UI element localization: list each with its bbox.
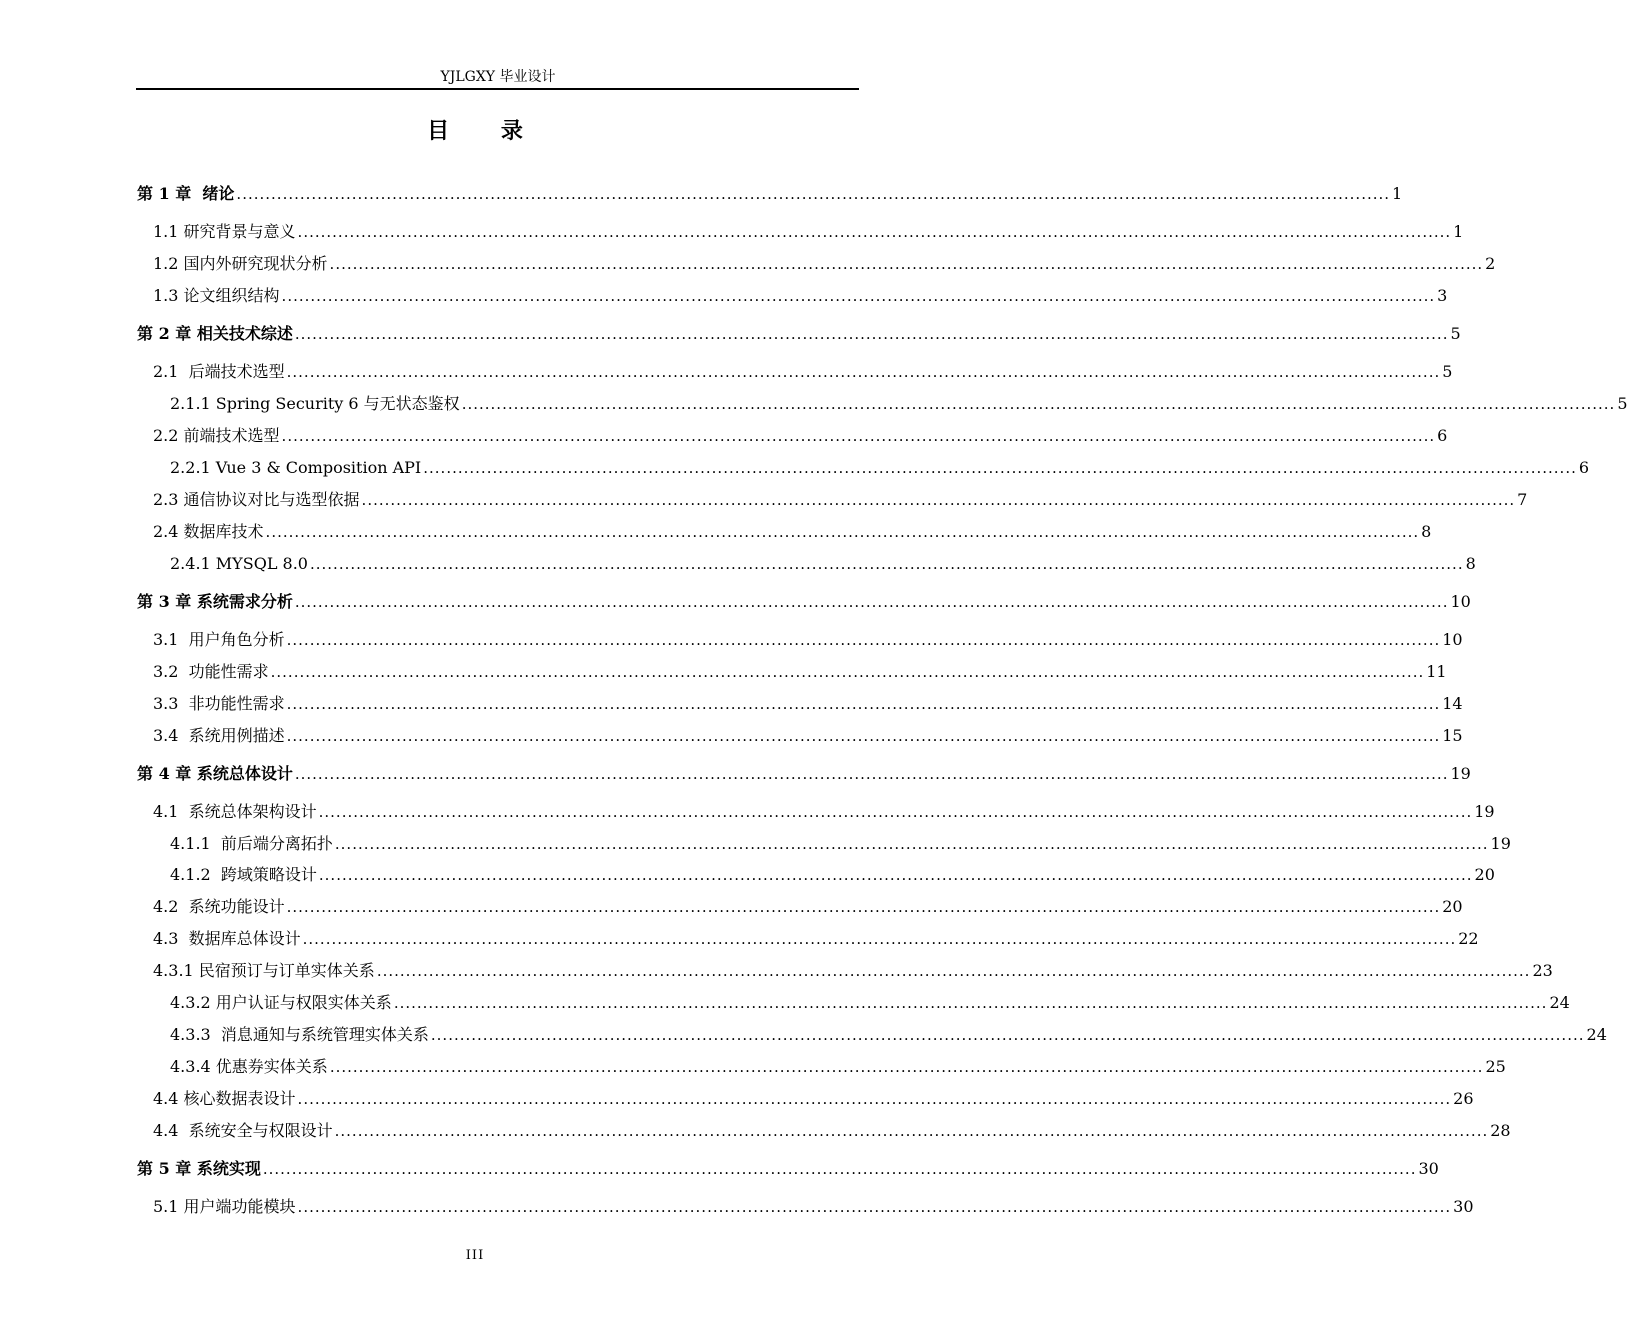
toc-entry-label: 3.3 非功能性需求 xyxy=(153,694,285,713)
toc-entry-label: 4.3 数据库总体设计 xyxy=(153,929,301,948)
toc-entry-page-number: 24 xyxy=(1549,993,1570,1012)
toc-entry-label: 2.3 通信协议对比与选型依据 xyxy=(153,490,360,509)
toc-entry[interactable] xyxy=(0,358,1453,382)
toc-entry-label: 2.1.1 Spring Security 6 与无状态鉴权 xyxy=(170,394,460,413)
toc-entry-label: 3.4 系统用例描述 xyxy=(153,726,285,745)
toc-entry[interactable] xyxy=(0,588,1471,612)
toc-entry-page-number: 20 xyxy=(1474,865,1495,884)
toc-entry[interactable] xyxy=(0,722,1463,746)
toc-entry[interactable] xyxy=(0,798,1495,822)
toc-entry-page-number: 15 xyxy=(1442,726,1463,745)
toc-entry-label: 2.2.1 Vue 3 & Composition API xyxy=(170,458,422,477)
dot-leader: ........................................................................................................................................................................................................ xyxy=(430,1026,1585,1044)
toc-entry[interactable] xyxy=(0,1053,1506,1077)
toc-title: 目 录 xyxy=(427,118,545,144)
dot-leader: ........................................................................................................................................................................................................ xyxy=(334,1122,1489,1140)
toc-entry[interactable] xyxy=(0,893,1463,917)
dot-leader: ........................................................................................................................................................................................................ xyxy=(262,1160,1417,1178)
toc-entry-label: 第 3 章 系统需求分析 xyxy=(137,592,293,611)
toc-entry-page-number: 19 xyxy=(1474,802,1495,821)
toc-entry[interactable] xyxy=(0,1193,1474,1217)
toc-entry[interactable] xyxy=(0,690,1463,714)
toc-entry-page-number: 25 xyxy=(1485,1057,1506,1076)
dot-leader: ........................................................................................................................................................................................................ xyxy=(297,1090,1452,1108)
toc-entry-label: 4.1.2 跨域策略设计 xyxy=(170,865,317,884)
dot-leader: ........................................................................................................................................................................................................ xyxy=(236,185,1391,203)
toc-entry-page-number: 19 xyxy=(1490,834,1511,853)
dot-leader: ........................................................................................................................................................................................................ xyxy=(309,555,1464,573)
toc-entry-page-number: 8 xyxy=(1465,554,1476,573)
toc-entry[interactable] xyxy=(0,250,1496,274)
toc-entry-page-number: 28 xyxy=(1490,1121,1511,1140)
toc-entry-page-number: 6 xyxy=(1578,458,1590,477)
toc-entry-page-number: 8 xyxy=(1421,522,1432,541)
toc-entry[interactable] xyxy=(0,454,1590,478)
dot-leader: ........................................................................................................................................................................................................ xyxy=(461,395,1616,413)
toc-entry-label: 4.2 系统功能设计 xyxy=(153,897,285,916)
toc-entry-label: 4.3.1 民宿预订与订单实体关系 xyxy=(153,961,375,980)
toc-entry-page-number: 22 xyxy=(1458,929,1479,948)
toc-entry-label: 2.4 数据库技术 xyxy=(153,522,264,541)
page-header: YJLGXY 毕业设计 xyxy=(440,69,556,85)
toc-entry-label: 4.4 核心数据表设计 xyxy=(153,1089,296,1108)
toc-entry-label: 4.3.4 优惠券实体关系 xyxy=(170,1057,328,1076)
toc-entry-page-number: 1 xyxy=(1392,184,1403,203)
toc-entry-label: 4.3.2 用户认证与权限实体关系 xyxy=(170,993,392,1012)
toc-entry-page-number: 26 xyxy=(1453,1089,1474,1108)
toc-entry[interactable] xyxy=(0,1085,1474,1109)
dot-leader: ........................................................................................................................................................................................................ xyxy=(329,255,1484,273)
toc-entry[interactable] xyxy=(0,550,1476,574)
toc-entry-page-number: 23 xyxy=(1532,961,1553,980)
toc-entry-page-number: 10 xyxy=(1442,630,1463,649)
toc-entry-label: 4.3.3 消息通知与系统管理实体关系 xyxy=(170,1025,429,1044)
toc-entry-label: 1.1 研究背景与意义 xyxy=(153,222,296,241)
toc-entry[interactable] xyxy=(0,320,1461,344)
toc-entry[interactable] xyxy=(0,390,1628,414)
dot-leader: ........................................................................................................................................................................................................ xyxy=(318,866,1473,884)
toc-entry[interactable] xyxy=(0,925,1479,949)
dot-leader: ........................................................................................................................................................................................................ xyxy=(286,363,1441,381)
toc-entry-page-number: 24 xyxy=(1586,1025,1607,1044)
dot-leader: ........................................................................................................................................................................................................ xyxy=(281,427,1436,445)
dot-leader: ........................................................................................................................................................................................................ xyxy=(270,663,1425,681)
toc-entry-page-number: 30 xyxy=(1453,1197,1474,1216)
dot-leader: ........................................................................................................................................................................................................ xyxy=(286,631,1441,649)
toc-entry-label: 2.1 后端技术选型 xyxy=(153,362,285,381)
toc-entry-page-number: 1 xyxy=(1453,222,1464,241)
toc-entry-page-number: 5 xyxy=(1442,362,1453,381)
dot-leader: ........................................................................................................................................................................................................ xyxy=(318,803,1473,821)
toc-entry-label: 1.3 论文组织结构 xyxy=(153,286,280,305)
toc-entry[interactable] xyxy=(0,1117,1511,1141)
toc-entry-page-number: 30 xyxy=(1418,1159,1439,1178)
dot-leader: ........................................................................................................................................................................................................ xyxy=(423,459,1577,477)
page-number: III xyxy=(465,1248,485,1263)
dot-leader: ........................................................................................................................................................................................................ xyxy=(329,1058,1484,1076)
toc-entry-label: 3.2 功能性需求 xyxy=(153,662,269,681)
toc-entry-label: 第 4 章 系统总体设计 xyxy=(137,764,293,783)
toc-entry-label: 3.1 用户角色分析 xyxy=(153,630,285,649)
toc-entry-page-number: 2 xyxy=(1485,254,1496,273)
dot-leader: ........................................................................................................................................................................................................ xyxy=(281,287,1436,305)
toc-entry[interactable] xyxy=(0,626,1463,650)
toc-entry-page-number: 19 xyxy=(1450,764,1471,783)
toc-entry[interactable] xyxy=(0,282,1448,306)
toc-entry-page-number: 11 xyxy=(1426,662,1447,681)
toc-entry-page-number: 7 xyxy=(1517,490,1528,509)
toc-entry-page-number: 5 xyxy=(1450,324,1461,343)
dot-leader: ........................................................................................................................................................................................................ xyxy=(286,695,1441,713)
toc-entry[interactable] xyxy=(0,760,1471,784)
header-rule xyxy=(136,88,859,90)
toc-entry-page-number: 10 xyxy=(1450,592,1471,611)
toc-entry-label: 4.1 系统总体架构设计 xyxy=(153,802,317,821)
toc-entry[interactable] xyxy=(0,486,1528,510)
toc-entry-label: 4.4 系统安全与权限设计 xyxy=(153,1121,333,1140)
toc-entry-label: 5.1 用户端功能模块 xyxy=(153,1197,296,1216)
dot-leader: ........................................................................................................................................................................................................ xyxy=(334,835,1489,853)
dot-leader: ........................................................................................................................................................................................................ xyxy=(361,491,1516,509)
dot-leader: ........................................................................................................................................................................................................ xyxy=(297,1198,1452,1216)
toc-entry-label: 4.1.1 前后端分离拓扑 xyxy=(170,834,333,853)
toc-entry[interactable] xyxy=(0,180,1403,204)
toc-entry[interactable] xyxy=(0,518,1432,542)
toc-entry-label: 第 1 章 绪论 xyxy=(137,184,235,203)
dot-leader: ........................................................................................................................................................................................................ xyxy=(294,765,1449,783)
dot-leader: ........................................................................................................................................................................................................ xyxy=(265,523,1420,541)
toc-entry[interactable] xyxy=(0,218,1464,242)
toc-entry-page-number: 3 xyxy=(1437,286,1448,305)
toc-entry[interactable] xyxy=(0,989,1570,1013)
dot-leader: ........................................................................................................................................................................................................ xyxy=(286,727,1441,745)
toc-entry[interactable] xyxy=(0,658,1447,682)
dot-leader: ........................................................................................................................................................................................................ xyxy=(294,593,1449,611)
toc-entry-page-number: 20 xyxy=(1442,897,1463,916)
dot-leader: ........................................................................................................................................................................................................ xyxy=(286,898,1441,916)
toc-entry-page-number: 14 xyxy=(1442,694,1463,713)
toc-entry[interactable] xyxy=(0,861,1495,885)
toc-entry-label: 1.2 国内外研究现状分析 xyxy=(153,254,328,273)
toc-entry-label: 2.4.1 MYSQL 8.0 xyxy=(170,554,308,573)
toc-entry-label: 2.2 前端技术选型 xyxy=(153,426,280,445)
toc-entry[interactable] xyxy=(0,1021,1607,1045)
dot-leader: ........................................................................................................................................................................................................ xyxy=(302,930,1457,948)
toc-entry[interactable] xyxy=(0,422,1448,446)
toc-entry-page-number: 5 xyxy=(1617,394,1628,413)
toc-entry-label: 第 5 章 系统实现 xyxy=(137,1159,261,1178)
toc-entry[interactable] xyxy=(0,1155,1439,1179)
dot-leader: ........................................................................................................................................................................................................ xyxy=(393,994,1548,1012)
dot-leader: ........................................................................................................................................................................................................ xyxy=(297,223,1452,241)
toc-entry-label: 第 2 章 相关技术综述 xyxy=(137,324,293,343)
toc-entry[interactable] xyxy=(0,830,1511,854)
toc-entry[interactable] xyxy=(0,957,1553,981)
dot-leader: ........................................................................................................................................................................................................ xyxy=(376,962,1531,980)
toc-entry-page-number: 6 xyxy=(1437,426,1448,445)
dot-leader: ........................................................................................................................................................................................................ xyxy=(294,325,1449,343)
